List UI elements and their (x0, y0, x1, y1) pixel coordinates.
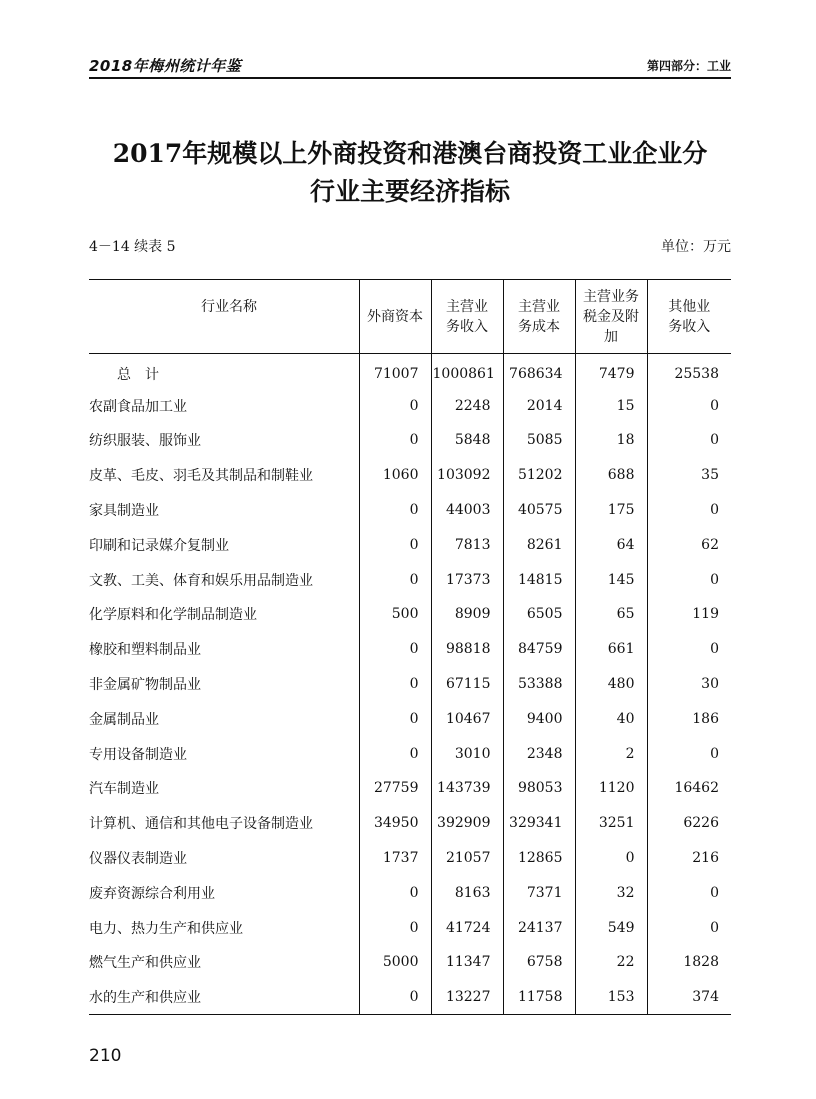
industry-name-cell: 废弃资源综合利用业 (89, 885, 215, 902)
value-cell-v5: 0 (647, 423, 731, 458)
industry-name-cell: 纺织服装、服饰业 (89, 433, 201, 450)
value-cell-v3: 2348 (503, 736, 575, 771)
industry-name-cell: 家具制造业 (89, 503, 159, 520)
industry-name-cell: 总 计 (117, 366, 159, 383)
industry-name-cell: 燃气生产和供应业 (89, 955, 201, 972)
value-cell-v2: 3010 (431, 736, 503, 771)
value-cell-v5: 186 (647, 701, 731, 736)
column-header-other-revenue-line2: 务收入 (668, 318, 711, 335)
section-title: 第四部分：工业 (646, 59, 731, 73)
column-header-main-revenue (431, 280, 503, 354)
value-cell-v4: 64 (575, 527, 647, 562)
value-cell-v5: 0 (647, 875, 731, 910)
column-header-name: 行业名称 (201, 299, 257, 315)
column-header-main-tax-line1: 主营业务 (583, 288, 639, 305)
value-cell-v3: 768634 (503, 354, 575, 389)
table-row (89, 388, 731, 423)
industry-name-cell: 化学原料和化学制品制造业 (89, 607, 257, 624)
value-cell-v5: 35 (647, 458, 731, 493)
industry-name-cell: 电力、热力生产和供应业 (89, 920, 243, 937)
table-row (89, 875, 731, 910)
value-cell-v4: 18 (575, 423, 647, 458)
table-row (89, 841, 731, 876)
value-cell-v2: 7813 (431, 527, 503, 562)
value-cell-v5: 0 (647, 562, 731, 597)
value-cell-v5: 0 (647, 493, 731, 528)
value-cell-v3: 6758 (503, 945, 575, 980)
value-cell-v4: 153 (575, 980, 647, 1015)
table-row (89, 354, 731, 389)
column-header-main-cost-line1: 主营业 (518, 298, 560, 315)
value-cell-v4: 32 (575, 875, 647, 910)
industry-name-cell: 金属制品业 (89, 711, 159, 728)
value-cell-v1: 34950 (359, 806, 431, 841)
industry-name-cell: 农副食品加工业 (89, 398, 187, 415)
value-cell-v4: 3251 (575, 806, 647, 841)
value-cell-v3: 53388 (503, 667, 575, 702)
column-header-other-revenue-line1: 其他业 (668, 298, 711, 315)
value-cell-v4: 688 (575, 458, 647, 493)
value-cell-v4: 661 (575, 632, 647, 667)
industry-name-cell: 汽车制造业 (89, 781, 159, 798)
value-cell-v4: 22 (575, 945, 647, 980)
value-cell-v4: 480 (575, 667, 647, 702)
value-cell-v1: 0 (359, 910, 431, 945)
value-cell-v3: 24137 (503, 910, 575, 945)
column-header-main-revenue-line1: 主营业 (446, 298, 488, 315)
value-cell-v3: 84759 (503, 632, 575, 667)
table-row (89, 632, 731, 667)
value-cell-v5: 374 (647, 980, 731, 1015)
value-cell-v2: 143739 (431, 771, 503, 806)
value-cell-v1: 71007 (359, 354, 431, 389)
table-row (89, 527, 731, 562)
value-cell-v3: 51202 (503, 458, 575, 493)
value-cell-v4: 65 (575, 597, 647, 632)
value-cell-v5: 0 (647, 632, 731, 667)
value-cell-v4: 549 (575, 910, 647, 945)
value-cell-v2: 13227 (431, 980, 503, 1015)
value-cell-v4: 40 (575, 701, 647, 736)
table-row (89, 945, 731, 980)
value-cell-v3: 2014 (503, 388, 575, 423)
value-cell-v5: 1828 (647, 945, 731, 980)
value-cell-v1: 0 (359, 632, 431, 667)
column-header-foreign-capital-text: 外商资本 (367, 308, 423, 325)
table-body (89, 354, 731, 1015)
value-cell-v1: 0 (359, 423, 431, 458)
value-cell-v2: 392909 (431, 806, 503, 841)
column-header-main-revenue-line2: 务收入 (446, 318, 488, 335)
value-cell-v5: 62 (647, 527, 731, 562)
value-cell-v2: 41724 (431, 910, 503, 945)
column-header-main-tax (575, 280, 647, 354)
column-header-main-tax-line2: 税金及附加 (583, 308, 639, 345)
value-cell-v2: 8909 (431, 597, 503, 632)
value-cell-v5: 0 (647, 736, 731, 771)
value-cell-v5: 16462 (647, 771, 731, 806)
table-row (89, 736, 731, 771)
table-row (89, 806, 731, 841)
table-unit: 单位：万元 (661, 239, 731, 255)
title-line-1: 2017年规模以上外商投资和港澳台商投资工业企业分 (112, 139, 708, 168)
value-cell-v1: 0 (359, 527, 431, 562)
industry-name-cell: 印刷和记录媒介复制业 (89, 537, 229, 554)
value-cell-v2: 11347 (431, 945, 503, 980)
value-cell-v2: 67115 (431, 667, 503, 702)
industry-name-cell: 非金属矿物制品业 (89, 677, 201, 694)
value-cell-v1: 500 (359, 597, 431, 632)
value-cell-v1: 0 (359, 493, 431, 528)
table-row (89, 910, 731, 945)
statistics-table (89, 279, 731, 1015)
value-cell-v5: 0 (647, 388, 731, 423)
value-cell-v3: 5085 (503, 423, 575, 458)
column-header-foreign-capital (359, 280, 431, 354)
table-row (89, 771, 731, 806)
value-cell-v2: 21057 (431, 841, 503, 876)
table-meta (89, 236, 731, 256)
value-cell-v1: 0 (359, 736, 431, 771)
value-cell-v1: 1060 (359, 458, 431, 493)
table-row (89, 597, 731, 632)
title-line-2: 行业主要经济指标 (309, 177, 510, 206)
value-cell-v1: 0 (359, 562, 431, 597)
value-cell-v1: 1737 (359, 841, 431, 876)
value-cell-v5: 6226 (647, 806, 731, 841)
value-cell-v2: 5848 (431, 423, 503, 458)
page-title (89, 135, 731, 211)
value-cell-v3: 14815 (503, 562, 575, 597)
value-cell-v2: 2248 (431, 388, 503, 423)
value-cell-v5: 0 (647, 910, 731, 945)
value-cell-v4: 175 (575, 493, 647, 528)
value-cell-v2: 44003 (431, 493, 503, 528)
industry-name-cell: 橡胶和塑料制品业 (89, 642, 201, 659)
value-cell-v3: 12865 (503, 841, 575, 876)
running-head (89, 55, 731, 77)
table-row (89, 493, 731, 528)
value-cell-v5: 216 (647, 841, 731, 876)
industry-name-cell: 文教、工美、体育和娱乐用品制造业 (89, 572, 313, 589)
value-cell-v3: 40575 (503, 493, 575, 528)
value-cell-v1: 0 (359, 388, 431, 423)
industry-name-cell: 水的生产和供应业 (89, 989, 201, 1006)
value-cell-v3: 98053 (503, 771, 575, 806)
value-cell-v4: 15 (575, 388, 647, 423)
yearbook-title: 2018年梅州统计年鉴 (89, 57, 242, 75)
value-cell-v1: 0 (359, 875, 431, 910)
industry-name-cell: 计算机、通信和其他电子设备制造业 (89, 816, 313, 833)
value-cell-v2: 1000861 (431, 354, 503, 389)
industry-name-cell: 仪器仪表制造业 (89, 851, 187, 868)
table-row (89, 562, 731, 597)
column-header-main-cost (503, 280, 575, 354)
value-cell-v2: 103092 (431, 458, 503, 493)
table-row (89, 423, 731, 458)
table-row (89, 667, 731, 702)
value-cell-v1: 0 (359, 701, 431, 736)
table-row (89, 458, 731, 493)
value-cell-v4: 1120 (575, 771, 647, 806)
header-rule (89, 77, 731, 79)
value-cell-v1: 27759 (359, 771, 431, 806)
table-header-row (89, 280, 731, 354)
value-cell-v3: 11758 (503, 980, 575, 1015)
value-cell-v3: 9400 (503, 701, 575, 736)
industry-name-cell: 专用设备制造业 (89, 746, 187, 763)
value-cell-v2: 10467 (431, 701, 503, 736)
table-row (89, 701, 731, 736)
table-row (89, 980, 731, 1015)
value-cell-v3: 329341 (503, 806, 575, 841)
value-cell-v4: 2 (575, 736, 647, 771)
value-cell-v3: 7371 (503, 875, 575, 910)
value-cell-v1: 0 (359, 980, 431, 1015)
value-cell-v2: 8163 (431, 875, 503, 910)
value-cell-v5: 30 (647, 667, 731, 702)
value-cell-v3: 8261 (503, 527, 575, 562)
value-cell-v5: 25538 (647, 354, 731, 389)
industry-name-cell: 皮革、毛皮、羽毛及其制品和制鞋业 (89, 468, 313, 485)
value-cell-v3: 6505 (503, 597, 575, 632)
value-cell-v4: 145 (575, 562, 647, 597)
value-cell-v5: 119 (647, 597, 731, 632)
column-header-other-revenue (647, 280, 731, 354)
value-cell-v1: 0 (359, 667, 431, 702)
value-cell-v4: 0 (575, 841, 647, 876)
page-number: 210 (89, 1046, 122, 1066)
value-cell-v2: 17373 (431, 562, 503, 597)
column-header-main-cost-line2: 务成本 (518, 318, 560, 335)
value-cell-v2: 98818 (431, 632, 503, 667)
table-code: 4－14 续表 5 (89, 239, 176, 255)
value-cell-v1: 5000 (359, 945, 431, 980)
value-cell-v4: 7479 (575, 354, 647, 389)
